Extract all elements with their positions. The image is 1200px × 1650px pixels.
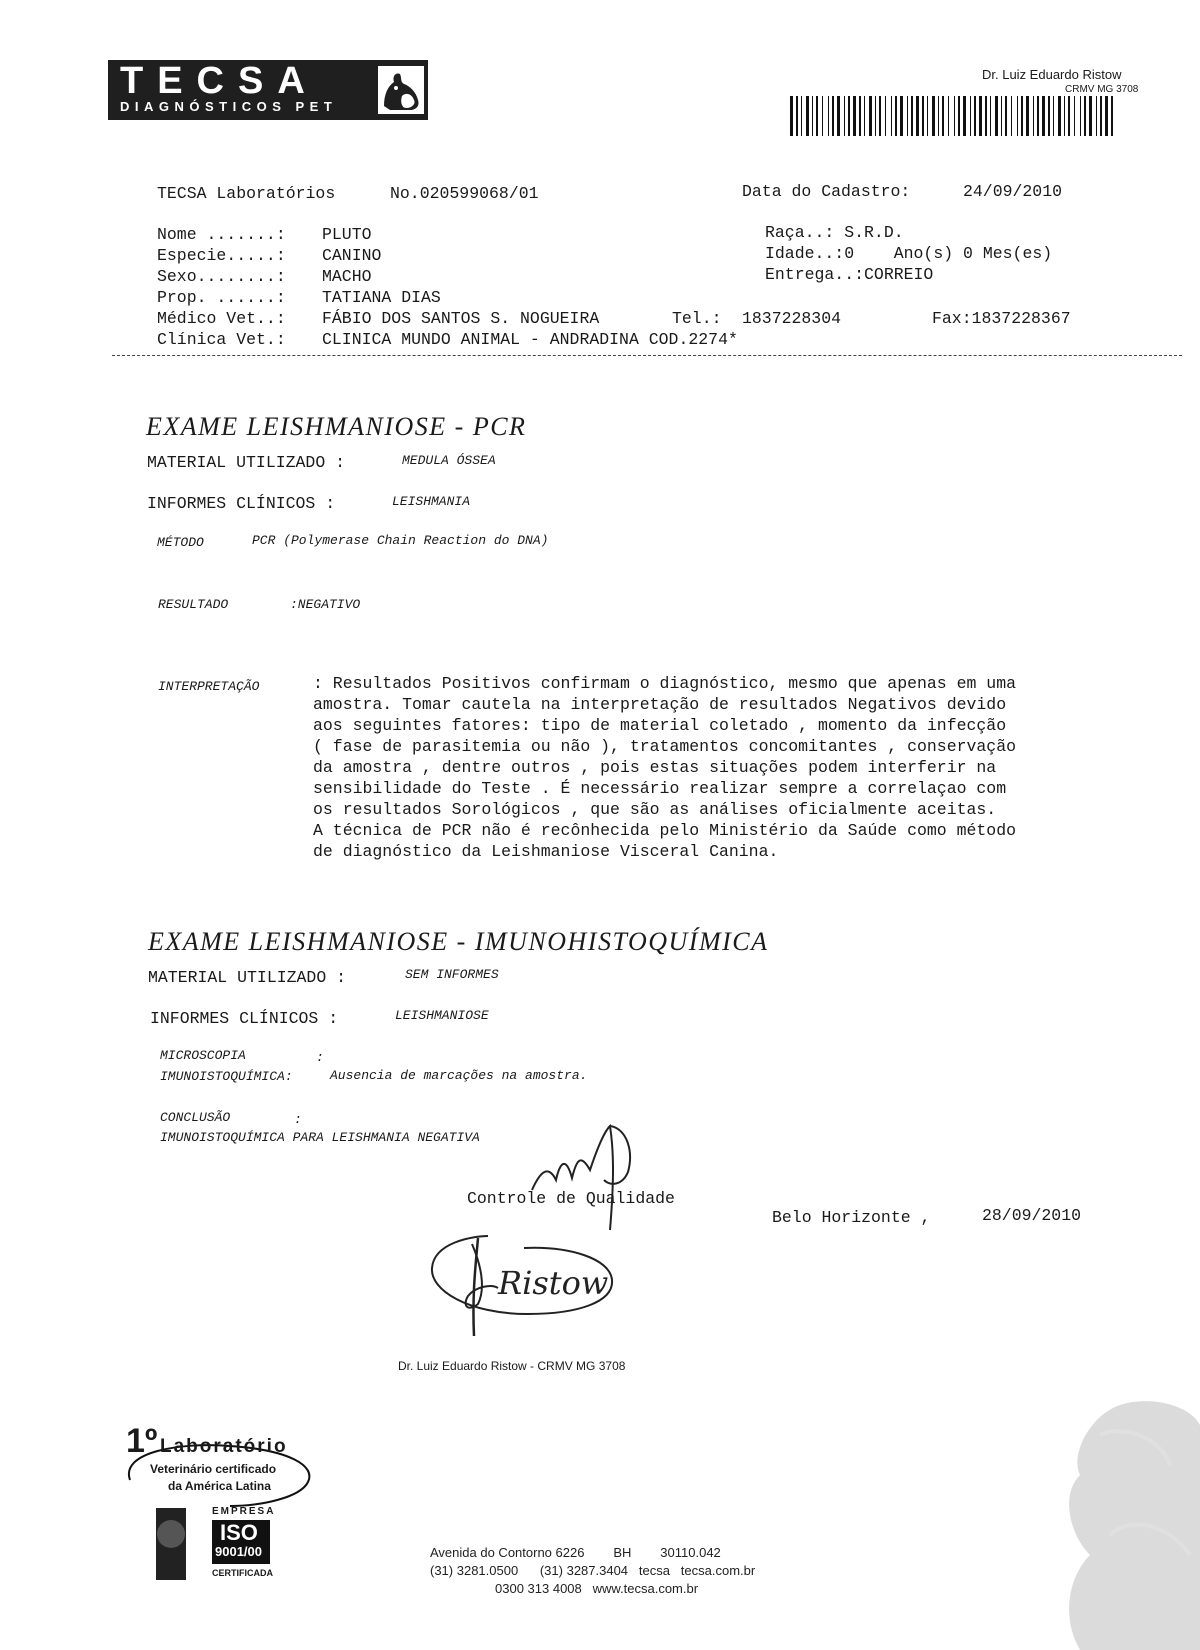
iso-line3: da América Latina [168, 1479, 271, 1493]
barcode-bar [837, 96, 840, 136]
footer-line3: 0300 313 4008 www.tecsa.com.br [495, 1581, 699, 1596]
interp-line: aos seguintes fatores: tipo de material coletado , momento da infecção [313, 716, 1007, 735]
exam2-conclusao-colon: : [294, 1112, 302, 1127]
exam1-interpretacao-label: INTERPRETAÇÃO [158, 679, 260, 694]
iso-rank: 1º [126, 1422, 158, 1460]
tel-label: Tel.: [672, 309, 722, 328]
exam2-informes-label: INFORMES CLÍNICOS : [150, 1009, 339, 1028]
idade: Idade..:0 Ano(s) 0 Mes(es) [765, 244, 1053, 263]
barcode-bar [922, 96, 924, 136]
interp-line: ( fase de parasitemia ou não ), tratamentos concomitantes , conservação [313, 737, 1017, 756]
exam2-material-label: MATERIAL UTILIZADO : [148, 968, 347, 987]
barcode-bar [806, 96, 809, 136]
barcode-bar [970, 96, 971, 136]
tecsa-logo [108, 60, 428, 120]
barcode-bar [879, 96, 881, 136]
fax-value: Fax:1837228367 [932, 309, 1071, 328]
exam1-resultado: :NEGATIVO [290, 597, 361, 612]
barcode-bar [1001, 96, 1002, 136]
especie-label: Especie.....: [157, 246, 286, 265]
barcode-bar [864, 96, 865, 136]
medico-value: FÁBIO DOS SANTOS S. NOGUEIRA [322, 309, 600, 328]
interp-line: sensibilidade do Teste . É necessário realizar sempre a correlaçao com [313, 779, 1007, 798]
place: Belo Horizonte , [772, 1208, 931, 1227]
barcode-bar [1064, 96, 1065, 136]
barcode-bar [911, 96, 913, 136]
exam2-informes: LEISHMANIOSE [395, 1008, 489, 1023]
signature-drawing [428, 1232, 618, 1352]
barcode-bar [942, 96, 944, 136]
registration-date-label: Data do Cadastro: [742, 182, 911, 201]
exam2-conclusao: IMUNOISTOQUÍMICA PARA LEISHMANIA NEGATIVA [160, 1130, 480, 1145]
barcode-bar [1096, 96, 1097, 136]
barcode-bar [1053, 96, 1054, 136]
barcode-bar [1084, 96, 1086, 136]
clinica-value: CLINICA MUNDO ANIMAL - ANDRADINA COD.2274* [322, 330, 738, 349]
barcode [790, 96, 1115, 136]
iso-line1: Laboratório [160, 1436, 288, 1457]
barcode-bar [900, 96, 903, 136]
footer-line2: (31) 3281.0500 (31) 3287.3404 tecsa tecsa.com.br [430, 1563, 756, 1578]
especie-value: CANINO [322, 246, 382, 265]
iso-number: 9001/00 [215, 1544, 262, 1559]
exam1-informes: LEISHMANIA [392, 494, 471, 509]
exam1-interpretacao-text [313, 673, 1016, 862]
logo-subtitle: DIAGNÓSTICOS PET [120, 99, 338, 114]
barcode-bar [1111, 96, 1113, 136]
exam1-informes-label: INFORMES CLÍNICOS : [147, 494, 336, 513]
barcode-bar [958, 96, 960, 136]
barcode-bar [875, 96, 876, 136]
barcode-bar [927, 96, 928, 136]
barcode-bar [848, 96, 850, 136]
interp-line: A técnica de PCR não é recônhecida pelo Ministério da Saúde como método [313, 821, 1017, 840]
exam1-metodo: PCR (Polymerase Chain Reaction do DNA) [252, 533, 549, 548]
sexo-label: Sexo........: [157, 267, 286, 286]
barcode-bar [1042, 96, 1045, 136]
tel-value: 1837228304 [742, 309, 842, 328]
quality-control-label: Controle de Qualidade [467, 1189, 675, 1208]
exam1-resultado-label: RESULTADO [158, 597, 229, 612]
prop-value: TATIANA DIAS [322, 288, 441, 307]
exam1-material-label: MATERIAL UTILIZADO : [147, 453, 346, 472]
signature-caption: Dr. Luiz Eduardo Ristow - CRMV MG 3708 [398, 1359, 626, 1373]
barcode-bar [916, 96, 919, 136]
footer-address [430, 1544, 755, 1598]
interp-line: os resultados Sorológicos , que são as análises oficialmente aceitas. [313, 800, 997, 819]
clinica-label: Clínica Vet.: [157, 330, 286, 349]
dog-watermark-icon [1040, 1395, 1200, 1650]
interp-line: amostra. Tomar cautela na interpretação de resultados Negativos devido [313, 695, 1007, 714]
barcode-bar [869, 96, 872, 136]
barcode-bar [938, 96, 939, 136]
barcode-bar [891, 96, 892, 136]
exam2-microscopia-colon: : [316, 1050, 324, 1065]
barcode-bar [790, 96, 793, 136]
prop-label: Prop. ......: [157, 288, 286, 307]
barcode-bar [822, 96, 823, 136]
nome-value: PLUTO [322, 225, 372, 244]
barcode-bar [907, 96, 908, 136]
exam2-title: EXAME LEISHMANIOSE - IMUNOHISTOQUÍMICA [148, 927, 769, 956]
exam2-imuno-result: Ausencia de marcações na amostra. [330, 1068, 588, 1083]
interp-line: da amostra , dentre outros , pois estas situações podem interferir na [313, 758, 997, 777]
barcode-bar [979, 96, 982, 136]
barcode-bar [948, 96, 949, 136]
registration-date: 24/09/2010 [963, 182, 1063, 201]
iso-certification-badge [120, 1422, 315, 1587]
exam1-material: MEDULA ÓSSEA [402, 453, 496, 468]
barcode-bar [1026, 96, 1029, 136]
barcode-bar [828, 96, 829, 136]
barcode-bar [1068, 96, 1070, 136]
barcode-bar [995, 96, 998, 136]
barcode-bar [859, 96, 861, 136]
entrega: Entrega..:CORREIO [765, 265, 934, 284]
sexo-value: MACHO [322, 267, 372, 286]
barcode-bar [954, 96, 955, 136]
barcode-bar [1033, 96, 1034, 136]
barcode-bar [885, 96, 886, 136]
barcode-bar [1017, 96, 1018, 136]
pet-silhouette-icon [378, 66, 424, 114]
barcode-bar [1048, 96, 1050, 136]
exam2-microscopia-label: MICROSCOPIA [160, 1048, 246, 1063]
barcode-bar [1074, 96, 1075, 136]
nome-label: Nome .......: [157, 225, 286, 244]
barcode-bar [796, 96, 798, 136]
barcode-bar [812, 96, 813, 136]
interp-line: : Resultados Positivos confirmam o diagnóstico, mesmo que apenas em uma [313, 674, 1017, 693]
barcode-bar [832, 96, 834, 136]
iso-line2: Veterinário certificado [150, 1462, 277, 1476]
signature-text: Ristow [498, 1264, 609, 1302]
barcode-bar [985, 96, 987, 136]
barcode-bar [844, 96, 845, 136]
barcode-bar [1080, 96, 1081, 136]
barcode-bar [1037, 96, 1039, 136]
barcode-bar [1005, 96, 1007, 136]
raca: Raça..: S.R.D. [765, 223, 904, 242]
iso-certificada: CERTIFICADA [212, 1568, 273, 1578]
iso-empresa: EMPRESA [212, 1506, 276, 1517]
signature-date: 28/09/2010 [982, 1206, 1082, 1225]
doctor-crmv-top: CRMV MG 3708 [1065, 84, 1139, 95]
logo-brand: TECSA [120, 60, 319, 102]
lab-name: TECSA Laboratórios [157, 184, 336, 203]
interp-line: de diagnóstico da Leishmaniose Visceral Canina. [313, 842, 779, 861]
quality-control-initials [530, 1122, 670, 1232]
barcode-bar [990, 96, 991, 136]
barcode-bar [1058, 96, 1061, 136]
medico-label: Médico Vet..: [157, 309, 286, 328]
barcode-bar [1011, 96, 1012, 136]
barcode-bar [1105, 96, 1108, 136]
iso-text: ISO [220, 1520, 258, 1545]
exam2-imuno-label: IMUNOISTOQUÍMICA: [160, 1069, 293, 1084]
exam1-title: EXAME LEISHMANIOSE - PCR [146, 412, 527, 441]
barcode-bar [895, 96, 897, 136]
dashed-divider [112, 355, 1182, 356]
barcode-bar [1089, 96, 1092, 136]
doctor-name-top: Dr. Luiz Eduardo Ristow [982, 67, 1122, 82]
barcode-bar [801, 96, 802, 136]
barcode-bar [816, 96, 818, 136]
barcode-bar [932, 96, 935, 136]
barcode-bar [1100, 96, 1102, 136]
barcode-bar [974, 96, 976, 136]
footer-line1: Avenida do Contorno 6226 BH 30110.042 [430, 1545, 721, 1560]
exam1-metodo-label: MÉTODO [157, 535, 204, 550]
report-number: No.020599068/01 [390, 184, 539, 203]
exam2-material: SEM INFORMES [405, 967, 499, 982]
barcode-bar [963, 96, 966, 136]
exam2-conclusao-label: CONCLUSÃO [160, 1110, 231, 1125]
barcode-bar [1021, 96, 1023, 136]
barcode-bar [853, 96, 856, 136]
